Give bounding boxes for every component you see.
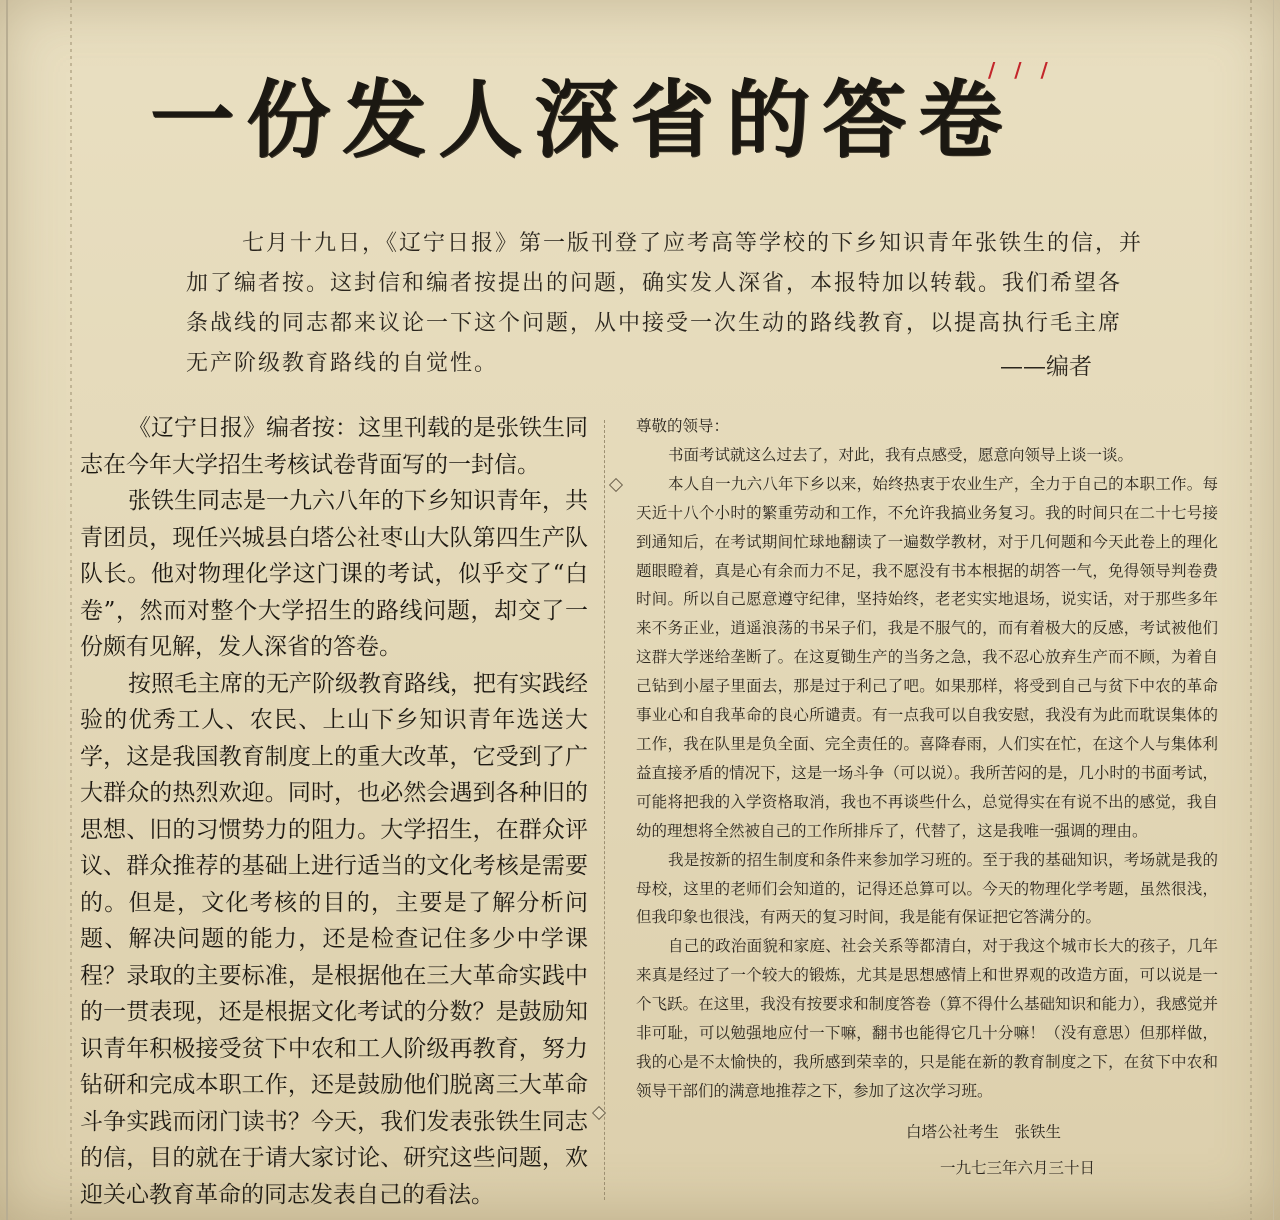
signature-date: 一九七三年六月三十日 bbox=[940, 1159, 1096, 1177]
intro-sign: ——编者 bbox=[1000, 354, 1092, 380]
fold-line-right bbox=[1250, 0, 1252, 1220]
signature-name: 白塔公社考生 张铁生 bbox=[906, 1123, 1062, 1141]
letter-paragraph: 本人自一九六八年下乡以来，始终热衷于农业生产，全力于自己的本职工作。每天近十八个小时的繁重劳动和工作，不允许我搞业务复习。我的时间只在二十七号接到通知后，在考试期间忙球地翻读了一遍数学教材，对于几何题和今天此卷上的理化题眼瞪着，真是心有余而力不足，我不愿没有书本根据的胡答一气，免得领导判卷费时间。所以自己愿意遵守纪律，坚持始终，老老实实地退场，说实话，对于那些多年来不务正业，逍遥浪荡的书呆子们，我是不服气的，而有着极大的反感，考试被他们这群大学迷给垄断了。在这夏锄生产的当务之急，我不忍心放弃生产而不顾，为着自己钻到小屋子里面去，那是过于利己了吧。如果那样，将受到自己与贫下中农的革命事业心和自我革命的良心所谴责。有一点我可以自我安慰，我没有为此而耽误集体的工作，我在队里是负全面、完全责任的。喜降春雨，人们实在忙，在这个人与集体利益直接矛盾的情况下，这是一场斗争（可以说）。我所苦闷的是，几小时的书面考试，可能将把我的入学资格取消，我也不再谈些什么，总觉得实在有说不出的感觉，我自幼的理想将全然被自己的工作所排斥了，代替了，这是我唯一强调的理由。 bbox=[636, 474, 1218, 840]
divider-ornament bbox=[609, 478, 623, 492]
red-pen-marks: / / / bbox=[988, 58, 1054, 82]
headline: 一份发人深省的答卷 bbox=[150, 71, 1015, 169]
left-column-editor-note bbox=[80, 410, 588, 1213]
letter-paragraph: 书面考试就这么过去了，对此，我有点感受，愿意向领导上谈一谈。 bbox=[668, 445, 1134, 464]
page-edge-left bbox=[6, 0, 8, 1220]
page-edge-right bbox=[1273, 0, 1274, 1220]
letter-signature bbox=[900, 1114, 1220, 1186]
letter-paragraph: 自己的政治面貌和家庭、社会关系等都清白，对于我这个城市长大的孩子，几年来真是经过了一个较大的锻炼，尤其是思想感情上和世界观的改造方面，可以说是一个飞跃。在这里，我没有按要求和制度答卷（算不得什么基础知识和能力），我感觉并非可耻，可以勉强地应付一下嘛，翻书也能得它几十分嘛！（没有意思）但那样做，我的心是不太愉快的，我所感到荣幸的，只是能在新的教育制度之下，在贫下中农和领导干部们的满意地推荐之下，参加了这次学习班。 bbox=[636, 937, 1218, 1100]
left-paragraph: 《辽宁日报》编者按：这里刊载的是张铁生同志在今年大学招生考核试卷背面写的一封信。 bbox=[80, 415, 588, 478]
column-divider bbox=[604, 420, 605, 1200]
left-paragraph: 张铁生同志是一九六八年的下乡知识青年，共青团员，现任兴城县白塔公社枣山大队第四生产队队长。他对物理化学这门课的考试，似乎交了“白卷”，然而对整个大学招生的路线问题，却交了一份颇有见解，发人深省的答卷。 bbox=[80, 488, 588, 660]
intro-text: 七月十九日，《辽宁日报》第一版刊登了应考高等学校的下乡知识青年张铁生的信，并加了编者按。这封信和编者按提出的问题，确实发人深省，本报特加以转载。我们希望各条战线的同志都来议论一下这个问题，从中接受一次生动的路线教育，以提高执行毛主席无产阶级教育路线的自觉性。 bbox=[186, 231, 1144, 376]
right-column-letter bbox=[636, 412, 1218, 1106]
letter-salutation: 尊敬的领导： bbox=[636, 417, 730, 435]
letter-paragraph: 我是按新的招生制度和条件来参加学习班的。至于我的基础知识，考场就是我的母校，这里的老师们会知道的，记得还总算可以。今天的物理化学考题，虽然很浅，但我印象也很浅，有两天的复习时间，我是能有保证把它答满分的。 bbox=[636, 850, 1218, 927]
fold-line-left bbox=[70, 0, 72, 1220]
left-paragraph: 按照毛主席的无产阶级教育路线，把有实践经验的优秀工人、农民、上山下乡知识青年选送大学，这是我国教育制度上的重大改革，它受到了广大群众的热烈欢迎。同时，也必然会遇到各种旧的思想、旧的习惯势力的阻力。大学招生，在群众评议、群众推荐的基础上进行适当的文化考核是需要的。但是，文化考核的目的，主要是了解分析问题、解决问题的能力，还是检查记住多少中学课程？录取的主要标准，是根据他在三大革命实践中的一贯表现，还是根据文化考试的分数？是鼓励知识青年积极接受贫下中农和工人阶级再教育，努力钻研和完成本职工作，还是鼓励他们脱离三大革命斗争实践而闭门读书？今天，我们发表张铁生同志的信，目的就在于请大家讨论、研究这些问题，欢迎关心教育革命的同志发表自己的看法。 bbox=[80, 670, 588, 1208]
